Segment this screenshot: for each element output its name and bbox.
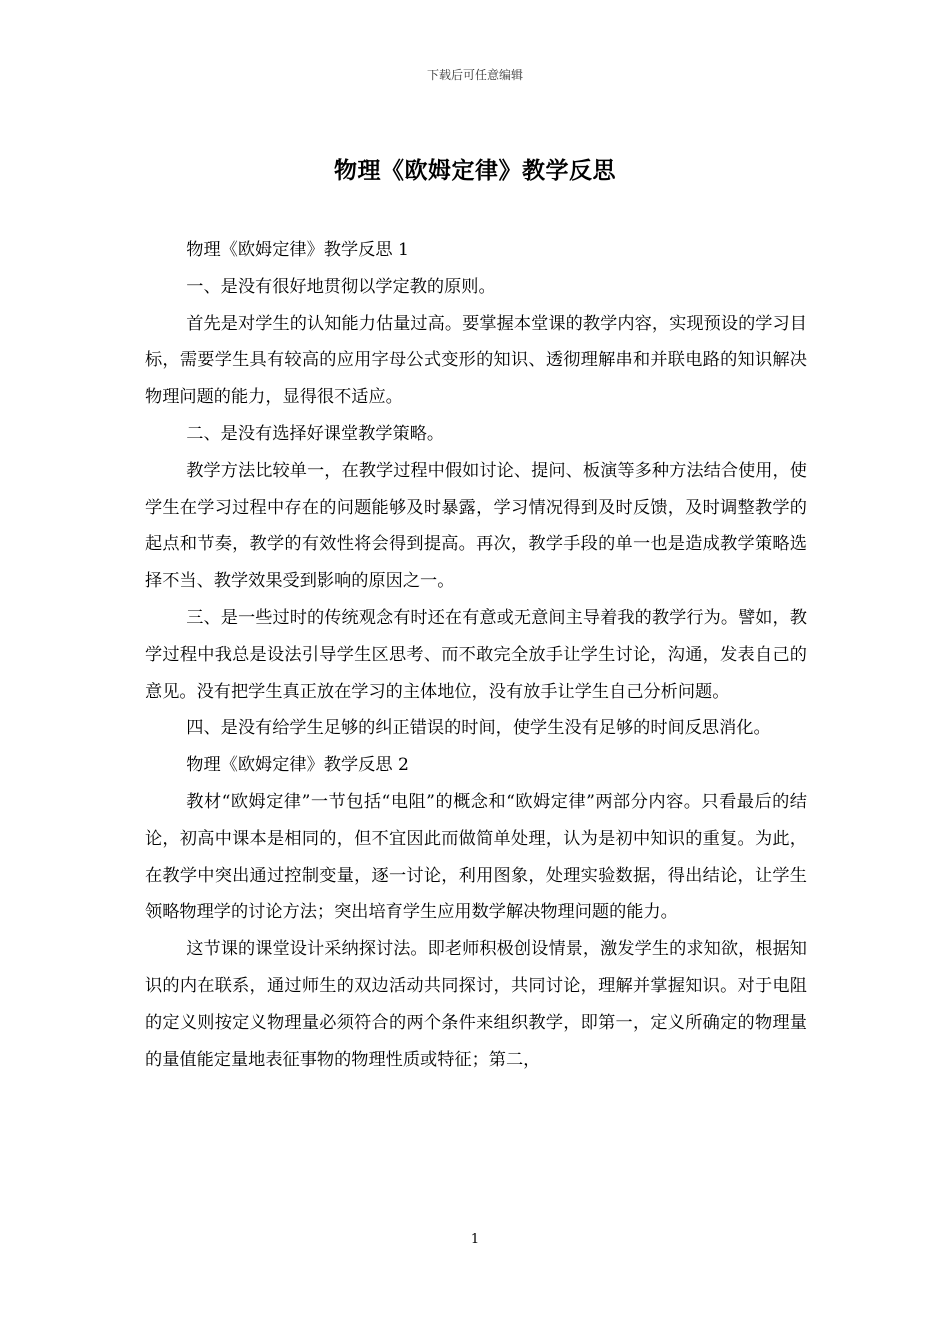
section-heading-1: 物理《欧姆定律》教学反思 1 bbox=[186, 240, 409, 260]
section-heading-2: 物理《欧姆定律》教学反思 2 bbox=[186, 755, 409, 776]
paragraph: 教材“欧姆定律”一节包括“电阻”的概念和“欧姆定律”两部分内容。只看最后的结论，初高中课本是相同的，但不宜因此而做简单处理，认为是初中知识的重复。为此，在教学中突出通过控制变量，逐一讨论，利用图象，处理实验数据，得出结论，让学生领略物理学的讨论方法；突出培育学生应用数学解决物理问题的能力。 bbox=[145, 791, 807, 923]
paragraph: 二、是没有选择好课堂教学策略。 bbox=[186, 423, 445, 444]
page-number: 1 bbox=[470, 1232, 480, 1247]
paragraph: 教学方法比较单一，在教学过程中假如讨论、提问、板演等多种方法结合使用，使学生在学习过程中存在的问题能够及时暴露，学习情况得到及时反馈，及时调整教学的起点和节奏，教学的有效性将会得到提高。再次，教学手段的单一也是造成教学策略选择不当、教学效果受到影响的原因之一。 bbox=[145, 460, 807, 592]
paragraph: 一、是没有很好地贯彻以学定教的原则。 bbox=[186, 276, 496, 297]
paragraph: 三、是一些过时的传统观念有时还在有意或无意间主导着我的教学行为。譬如，教学过程中我总是设法引导学生区思考、而不敢完全放手让学生讨论，沟通，发表自己的意见。没有把学生真正放在学习的主体地位，没有放手让学生自己分析问题。 bbox=[145, 607, 807, 702]
paragraph: 这节课的课堂设计采纳探讨法。即老师积极创设情景，激发学生的求知欲，根据知识的内在联系，通过师生的双边活动共同探讨，共同讨论，理解并掌握知识。对于电阻的定义则按定义物理量必须符合的两个条件来组织教学，即第一，定义所确定的物理量的量值能定量地表征事物的物理性质或特征；第二， bbox=[145, 939, 807, 1070]
paragraph: 首先是对学生的认知能力估量过高。要掌握本堂课的教学内容，实现预设的学习目标，需要学生具有较高的应用字母公式变形的知识、透彻理解串和并联电路的知识解决物理问题的能力，显得很不适应。 bbox=[145, 313, 807, 408]
document-title: 物理《欧姆定律》教学反思 bbox=[334, 157, 616, 184]
page-header: 下载后可任意编辑 bbox=[426, 68, 523, 82]
document-body bbox=[145, 232, 807, 1078]
paragraph: 四、是没有给学生足够的纠正错误的时间，使学生没有足够的时间反思消化。 bbox=[186, 718, 771, 739]
